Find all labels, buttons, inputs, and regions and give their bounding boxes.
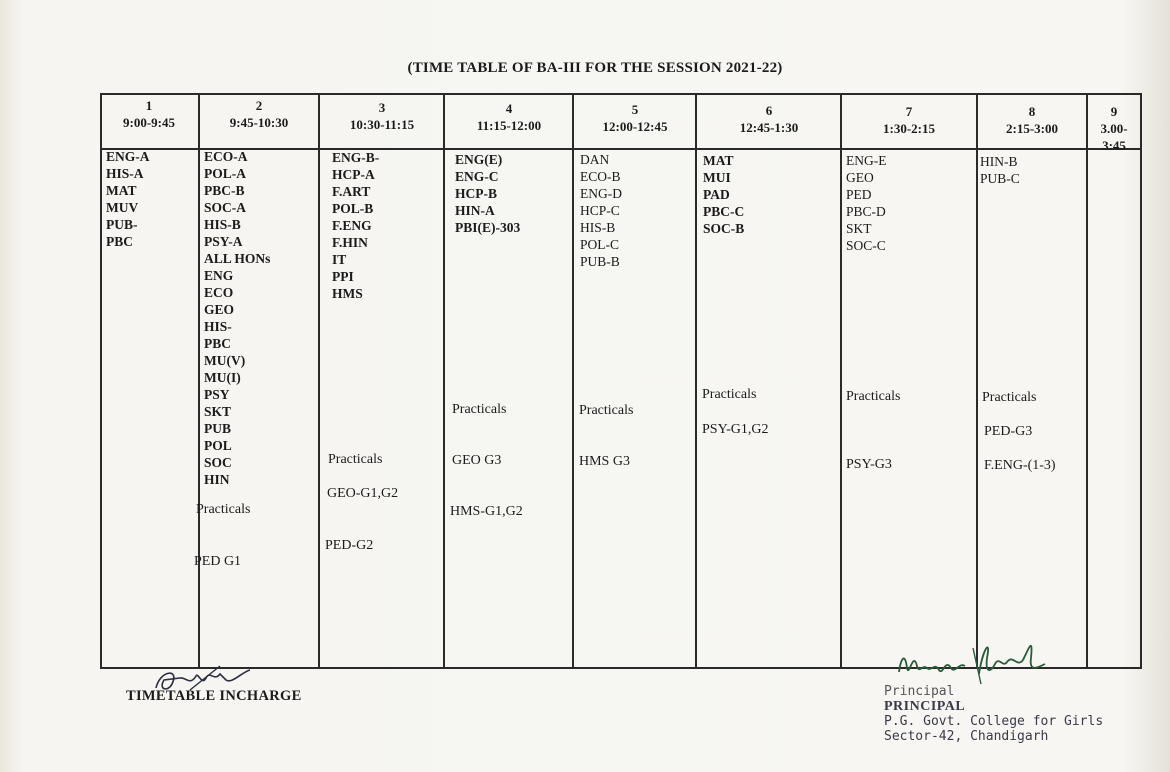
subject-entry: ECO-A <box>204 149 248 164</box>
timetable-grid <box>100 93 1142 669</box>
grid-col-line <box>572 93 574 669</box>
subject-entry: HIN-A <box>455 203 495 218</box>
stamp-line: PRINCIPAL <box>884 699 966 714</box>
subject-entry: PUB-C <box>980 171 1020 186</box>
subjects-col-4 <box>455 151 570 236</box>
grid-top-border <box>100 93 1142 95</box>
subject-entry: PSY-A <box>204 234 243 249</box>
subject-entry: ENG-C <box>455 169 499 184</box>
subject-entry: IT <box>332 252 347 267</box>
practical-group: PSY-G3 <box>846 457 892 472</box>
practicals-label: Practicals <box>846 389 901 404</box>
practicals-label: Practicals <box>196 502 251 517</box>
practicals-label: Practicals <box>328 452 383 467</box>
subject-entry: ENG-D <box>580 186 622 201</box>
practicals-label: Practicals <box>702 387 757 402</box>
subject-entry: SOC-B <box>703 221 745 236</box>
subject-entry: F.ENG <box>332 218 372 233</box>
subject-entry: HIN <box>204 472 230 487</box>
subject-entry: ECO <box>204 285 234 300</box>
subject-entry: SOC-C <box>846 238 886 253</box>
period-header-6: 6 12:45-1:30 <box>739 103 799 135</box>
subject-entry: PUB <box>204 421 231 436</box>
subjects-col-3 <box>332 149 440 302</box>
subject-entry: PBC-B <box>204 183 245 198</box>
practical-group: HMS-G1,G2 <box>450 504 523 519</box>
subject-entry: PBI(E)-303 <box>455 220 521 235</box>
subject-entry: DAN <box>580 152 610 167</box>
subject-entry: SKT <box>204 404 232 419</box>
practicals-label: Practicals <box>579 403 634 418</box>
grid-col-line <box>198 93 200 669</box>
period-header-7: 7 1:30-2:15 <box>883 104 935 136</box>
grid-col-line <box>318 93 320 669</box>
practical-group: PED-G2 <box>325 538 374 553</box>
subject-entry: POL-A <box>204 166 246 181</box>
timetable-incharge-label: TIMETABLE INCHARGE <box>126 688 302 704</box>
subject-entry: HIS-B <box>204 217 241 232</box>
subject-entry: HIS-B <box>580 220 616 235</box>
period-header-9: 9 3.00-3:45 <box>1100 104 1128 153</box>
practicals-label: Practicals <box>452 402 507 417</box>
subject-entry: HCP-A <box>332 167 375 182</box>
practicals-label: Practicals <box>982 390 1037 405</box>
subject-entry: PBC <box>204 336 231 351</box>
subject-entry: HIN-B <box>980 154 1018 169</box>
subject-entry: ECO-B <box>580 169 621 184</box>
period-header-3: 3 10:30-11:15 <box>349 100 415 132</box>
practical-group: GEO-G1,G2 <box>327 486 399 501</box>
document-title: (TIME TABLE OF BA-III FOR THE SESSION 2021-22) <box>407 60 783 76</box>
subject-entry: POL-B <box>332 201 374 216</box>
subject-entry: HIS-A <box>106 166 144 181</box>
subject-entry: HCP-B <box>455 186 497 201</box>
grid-col-line <box>443 93 445 669</box>
subject-entry: PBC-D <box>846 204 886 219</box>
subjects-col-6 <box>703 152 838 237</box>
subject-entry: F.HIN <box>332 235 368 250</box>
subjects-col-5 <box>580 151 692 270</box>
subject-entry: MAT <box>703 153 734 168</box>
practical-group: PSY-G1,G2 <box>702 422 769 437</box>
practical-group: GEO G3 <box>452 453 502 468</box>
subject-entry: ALL HONs <box>204 251 271 266</box>
subject-entry: F.ART <box>332 184 371 199</box>
practical-group: HMS G3 <box>579 454 630 469</box>
subject-entry: ENG(E) <box>455 152 503 167</box>
practical-group: F.ENG-(1-3) <box>984 458 1056 473</box>
period-header-8: 8 2:15-3:00 <box>1006 104 1058 136</box>
subject-entry: PAD <box>703 187 730 202</box>
principal-stamp <box>884 684 1103 744</box>
grid-col-line <box>840 93 842 669</box>
practical-group: PED G1 <box>194 554 242 569</box>
practical-group: PED-G3 <box>984 424 1033 439</box>
stamp-line: P.G. Govt. College for Girls <box>884 714 1104 729</box>
subjects-col-1 <box>106 148 196 250</box>
subject-entry: HCP-C <box>580 203 620 218</box>
subject-entry: MUI <box>703 170 731 185</box>
stamp-line: Principal <box>884 684 955 699</box>
subject-entry: PED <box>846 187 872 202</box>
grid-col-line <box>1140 93 1142 669</box>
subject-entry: PBC <box>106 234 133 249</box>
grid-col-line <box>1086 93 1088 669</box>
subject-entry: PUB- <box>106 217 138 232</box>
subject-entry: GEO <box>846 170 874 185</box>
subject-entry: ENG <box>204 268 234 283</box>
period-header-1: 1 9:00-9:45 <box>123 98 175 130</box>
subject-entry: HMS <box>332 286 363 301</box>
subject-entry: HIS- <box>204 319 232 334</box>
subject-entry: PBC-C <box>703 204 745 219</box>
grid-col-line <box>695 93 697 669</box>
subject-entry: PUB-B <box>580 254 620 269</box>
grid-col-line <box>100 93 102 669</box>
subject-entry: MU(V) <box>204 353 246 368</box>
stamp-line: Sector-42, Chandigarh <box>884 729 1049 744</box>
subject-entry: MU(I) <box>204 370 241 385</box>
subjects-col-2 <box>204 148 316 488</box>
subjects-col-8 <box>980 153 1084 187</box>
principal-signature <box>895 628 1055 688</box>
subject-entry: SOC-A <box>204 200 247 215</box>
subject-entry: POL-C <box>580 237 620 252</box>
period-header-4: 4 11:15-12:00 <box>476 101 542 133</box>
subject-entry: PPI <box>332 269 354 284</box>
subject-entry: ENG-B- <box>332 150 380 165</box>
subject-entry: SKT <box>846 221 872 236</box>
subjects-col-7 <box>846 152 974 254</box>
subject-entry: GEO <box>204 302 235 317</box>
period-header-5: 5 12:00-12:45 <box>602 102 668 134</box>
subject-entry: ENG-A <box>106 149 150 164</box>
subject-entry: MAT <box>106 183 137 198</box>
grid-col-line <box>976 93 978 669</box>
subject-entry: POL <box>204 438 232 453</box>
subject-entry: ENG-E <box>846 153 887 168</box>
subject-entry: MUV <box>106 200 139 215</box>
subject-entry: SOC <box>204 455 232 470</box>
subject-entry: PSY <box>204 387 230 402</box>
period-header-2: 2 9:45-10:30 <box>229 98 289 130</box>
